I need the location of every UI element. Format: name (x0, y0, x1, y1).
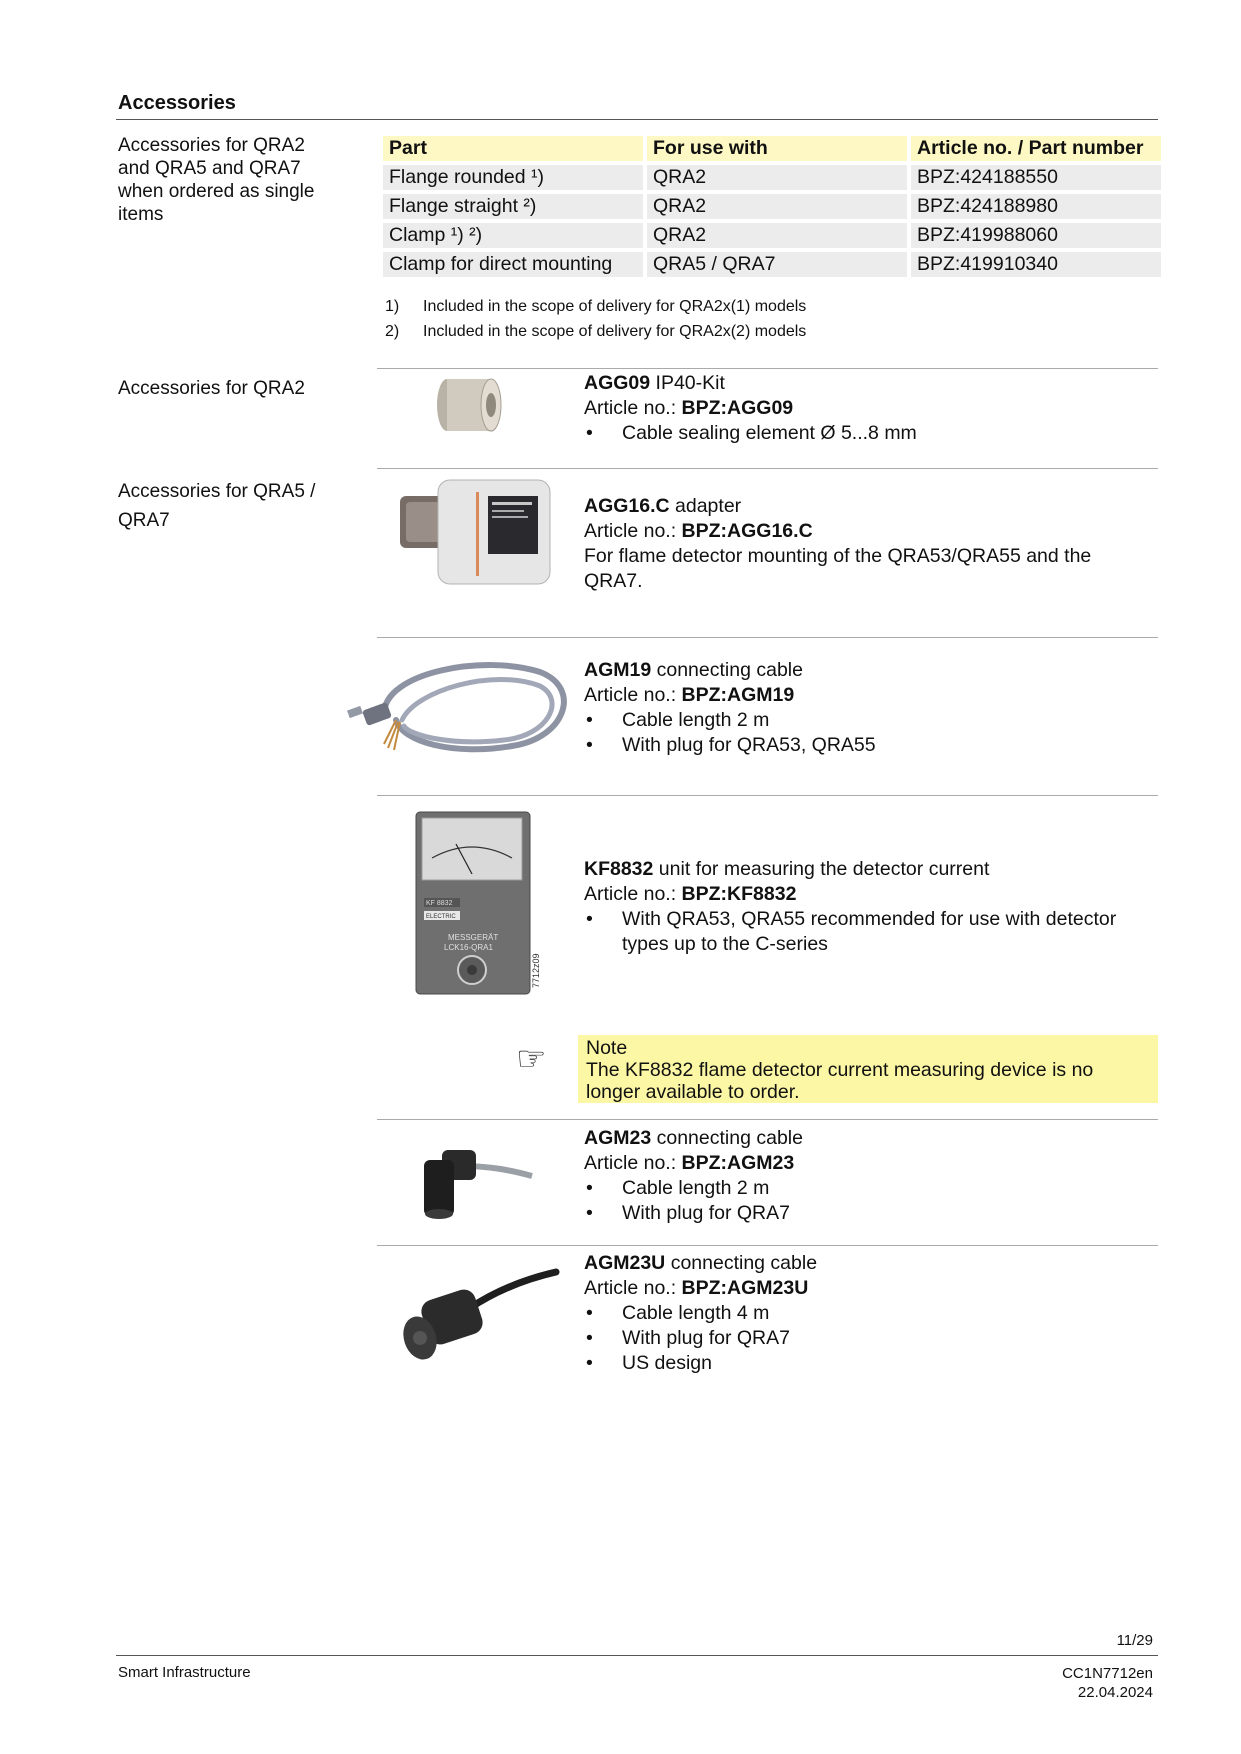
bullet-continuation: types up to the C-series (622, 933, 828, 955)
label-line: when ordered as single (118, 181, 315, 202)
product-text: QRA7. (584, 570, 643, 592)
article-number: BPZ:AGG16.C (681, 520, 813, 542)
divider (377, 1245, 1158, 1246)
table-cell: Flange straight ²) (383, 194, 643, 219)
column-header: Part (383, 136, 643, 161)
device-code-text: KF 8832 (426, 900, 453, 907)
article-number: BPZ:AGG09 (681, 397, 794, 419)
divider (377, 468, 1158, 469)
product-article (584, 882, 1164, 907)
product-desc: connecting cable (665, 1252, 818, 1274)
label-line: items (118, 204, 164, 225)
article-number: BPZ:AGM19 (681, 684, 795, 706)
product-code: AGM19 (584, 659, 652, 681)
article-prefix: Article no.: (584, 684, 682, 706)
bullet-item: • Cable length 2 m (584, 708, 1164, 733)
agg09-kit-image (435, 375, 505, 435)
footnote-number: 1) (385, 298, 400, 315)
divider (377, 795, 1158, 796)
product-code: AGG16.C (584, 495, 670, 517)
footer-rule (116, 1655, 1158, 1656)
label-line: Accessories for QRA5 / (118, 481, 316, 502)
footer-company: Smart Infrastructure (118, 1664, 251, 1681)
document-number: CC1N7712en (1062, 1665, 1153, 1682)
product-desc: connecting cable (651, 659, 803, 681)
footnote-1 (385, 298, 806, 316)
device-label-text: MESSGERÄT (448, 933, 499, 942)
agm23u-cable-image (400, 1258, 560, 1368)
product-article (584, 683, 1164, 708)
article-prefix: Article no.: (584, 520, 682, 542)
product-title (584, 1251, 1164, 1276)
table-cell: QRA2 (647, 165, 907, 190)
table-cell: BPZ:424188980 (911, 194, 1161, 219)
label-qra5-qra7 (118, 477, 338, 535)
agm19-cable-image (344, 652, 576, 762)
header-rule (116, 119, 1158, 120)
side-code-text: 7712z09 (531, 953, 541, 988)
pointing-hand-icon: ☞ (516, 1040, 547, 1078)
product-agm23 (584, 1126, 1164, 1226)
label-line: and QRA5 and QRA7 (118, 158, 301, 179)
note-text: longer available to order. (586, 1081, 800, 1103)
note-box (578, 1035, 1158, 1103)
article-prefix: Article no.: (584, 397, 682, 419)
note-text: The KF8832 flame detector current measuring device is no (586, 1059, 1094, 1081)
bullet-item: • Cable length 4 m (584, 1301, 1164, 1326)
divider (377, 637, 1158, 638)
table-cell: BPZ:419988060 (911, 223, 1161, 248)
section-title: Accessories (118, 92, 236, 114)
label-qra2: Accessories for QRA2 (118, 378, 305, 399)
product-title (584, 1126, 1164, 1151)
table-row (383, 252, 1161, 277)
bullet-item: • Cable length 2 m (584, 1176, 1164, 1201)
column-header: For use with (647, 136, 907, 161)
table-row (383, 194, 1161, 219)
product-desc: connecting cable (651, 1127, 803, 1149)
bullet-item: • With plug for QRA53, QRA55 (584, 733, 1164, 758)
bullet-item: • With plug for QRA7 (584, 1326, 1164, 1351)
product-code: AGG09 (584, 372, 651, 394)
device-label-text: LCK16-QRA1 (444, 943, 493, 952)
label-line: Accessories for QRA2 (118, 135, 305, 156)
brand-text: ELECTRIC (426, 914, 456, 920)
page-number: 11/29 (1116, 1632, 1153, 1649)
table-row (383, 165, 1161, 190)
product-code: AGM23 (584, 1127, 652, 1149)
product-text: For flame detector mounting of the QRA53/QRA55 and the (584, 545, 1092, 567)
bullet-item: • Cable sealing element Ø 5...8 mm (584, 421, 1164, 446)
accessories-table (379, 132, 1165, 281)
product-title (584, 371, 1164, 396)
product-kf8832 (584, 857, 1164, 957)
table-header-row (383, 136, 1161, 161)
table-row (383, 223, 1161, 248)
product-desc: unit for measuring the detector current (653, 858, 990, 880)
bullet-item: • With QRA53, QRA55 recommended for use with detector (584, 907, 1164, 932)
article-prefix: Article no.: (584, 883, 682, 905)
product-desc: IP40-Kit (650, 372, 725, 394)
table-cell: QRA2 (647, 223, 907, 248)
article-number: BPZ:AGM23U (681, 1277, 809, 1299)
agm23-cable-image (420, 1130, 535, 1220)
article-number: BPZ:KF8832 (681, 883, 797, 905)
kf8832-device-image (414, 810, 544, 996)
footnote-2 (385, 323, 806, 341)
label-single-items (118, 134, 338, 226)
product-article (584, 1276, 1164, 1301)
product-agm19 (584, 658, 1164, 758)
product-agm23u (584, 1251, 1164, 1376)
table-cell: Clamp ¹) ²) (383, 223, 643, 248)
product-agg09 (584, 371, 1164, 446)
footnote-text: Included in the scope of delivery for QRA2x(2) models (423, 323, 807, 340)
footnote-number: 2) (385, 323, 400, 340)
product-title (584, 658, 1164, 683)
bullet-item: • US design (584, 1351, 1164, 1376)
product-article (584, 519, 1164, 544)
article-number: BPZ:AGM23 (681, 1152, 795, 1174)
divider (377, 1119, 1158, 1120)
divider (377, 368, 1158, 369)
product-code: AGM23U (584, 1252, 666, 1274)
bullet-item: • With plug for QRA7 (584, 1201, 1164, 1226)
article-prefix: Article no.: (584, 1152, 682, 1174)
product-title (584, 494, 1164, 519)
column-header: Article no. / Part number (911, 136, 1161, 161)
note-title: Note (586, 1037, 628, 1059)
agg16c-adapter-image (398, 478, 553, 588)
table-cell: BPZ:424188550 (911, 165, 1161, 190)
product-title (584, 857, 1164, 882)
table-cell: QRA5 / QRA7 (647, 252, 907, 277)
product-article (584, 1151, 1164, 1176)
document-date: 22.04.2024 (1077, 1684, 1153, 1701)
label-line: QRA7 (118, 510, 170, 531)
product-desc: adapter (669, 495, 742, 517)
table-cell: Flange rounded ¹) (383, 165, 643, 190)
product-agg16c (584, 494, 1164, 594)
footer-doc-info (1062, 1664, 1153, 1702)
table-cell: BPZ:419910340 (911, 252, 1161, 277)
product-code: KF8832 (584, 858, 654, 880)
table-cell: QRA2 (647, 194, 907, 219)
article-prefix: Article no.: (584, 1277, 682, 1299)
footnote-text: Included in the scope of delivery for QRA2x(1) models (423, 298, 807, 315)
product-article (584, 396, 1164, 421)
table-cell: Clamp for direct mounting (383, 252, 643, 277)
